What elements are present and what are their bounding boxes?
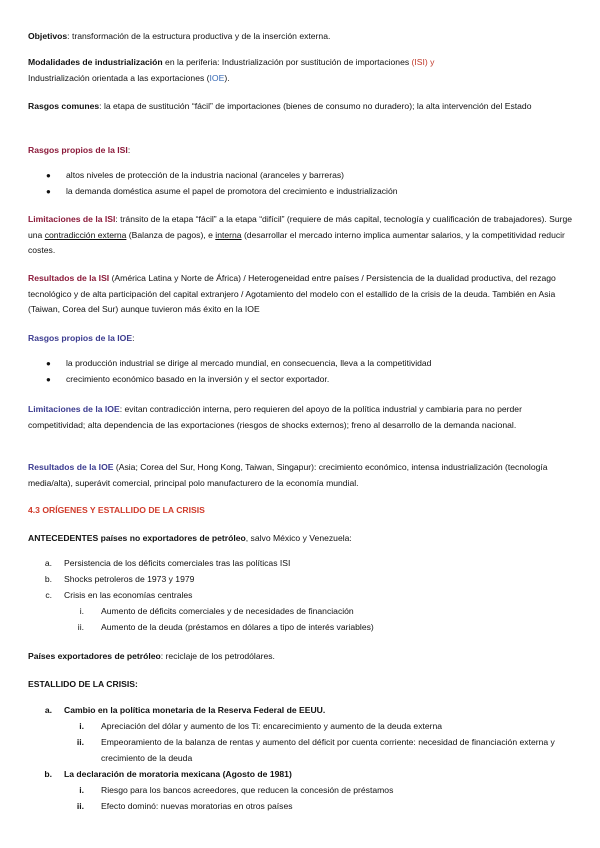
list-item-text: la producción industrial se dirige al mercado mundial, en consecuencia, lleva a la competitividad: [66, 358, 432, 368]
ioe-abbrev: IOE: [209, 72, 225, 83]
limitaciones-ioe-paragraph: [28, 402, 576, 433]
exportadores-paragraph: [28, 649, 576, 665]
bullet-icon: ●: [46, 187, 51, 196]
modalidades-label: Modalidades de industrialización: [28, 57, 163, 67]
limitaciones-ioe-title: Limitaciones de la IOE: [28, 404, 120, 414]
resultados-isi-title: Resultados de la ISI: [28, 273, 110, 283]
list-item-text: Riesgo para los bancos acreedores, que reducen la concesión de préstamos: [101, 785, 394, 795]
list-marker: i.: [79, 785, 84, 795]
list-item-text: Persistencia de los déficits comerciales tras las políticas ISI: [64, 558, 291, 568]
modalidades-text-3: ).: [224, 72, 230, 83]
bullet-icon: ●: [46, 375, 51, 384]
isi-abbrev: (ISI) y: [411, 57, 435, 67]
resultados-ioe-paragraph: [28, 460, 576, 491]
limitaciones-isi-text-3: (desarrollar el mercado interno implica aumentar salarios, y la competitividad reducir costes.: [28, 229, 565, 255]
resultados-isi-text: (América Latina y Norte de África) / Heterogeneidad entre países / Persistencia de la dualidad productiva, del rezago tecnológico y de alta participación del capital extranjero / Agotamiento del modelo con el estallido de la crisis de la deuda. También en Asia (Taiwan, Corea del Sur) aunque tuvieron más éxito en la IOE: [28, 273, 556, 314]
limitaciones-isi-paragraph: [28, 212, 576, 259]
rasgos-comunes-text: : la etapa de sustitución “fácil” de importaciones (bienes de consumo no duradero); la alta intervención del Estado: [99, 101, 532, 111]
list-marker: ii.: [77, 622, 84, 632]
list-item-text: altos niveles de protección de la industria nacional (aranceles y barreras): [66, 170, 345, 180]
bullet-icon: ●: [46, 171, 51, 180]
antecedentes-label: ANTECEDENTES países no exportadores de petróleo: [28, 533, 246, 543]
rasgos-comunes-label: Rasgos comunes: [28, 101, 100, 111]
limitaciones-isi-text: : tránsito de la etapa “fácil” a la etapa “difícil” (requiere de más capital, tecnología y cualificación de trabajadores). Surge una: [28, 214, 573, 240]
exportadores-text: : reciclaje de los petrodólares.: [160, 651, 275, 661]
resultados-ioe-text: (Asia; Corea del Sur, Hong Kong, Taiwan, Singapur): crecimiento económico, intensa industrialización (tecnología media/alta), superávit comercial, principal polo manufacturero de la economía mundial.: [28, 462, 548, 488]
list-item-text: Empeoramiento de la balanza de rentas y aumento del déficit por cuenta corriente: necesidad de financiación externa y crecimiento de la deuda: [101, 737, 555, 763]
exportadores-label: Países exportadores de petróleo: [28, 651, 161, 661]
list-marker: ii.: [76, 801, 84, 811]
list-item-text: Shocks petroleros de 1973 y 1979: [64, 574, 195, 584]
rasgos-isi-title: Rasgos propios de la ISI: [28, 145, 128, 155]
list-item-text: La declaración de moratoria mexicana (Agosto de 1981): [64, 769, 292, 779]
list-marker: b.: [44, 769, 52, 779]
bullet-icon: ●: [46, 359, 51, 368]
resultados-ioe-title: Resultados de la IOE: [28, 462, 114, 472]
limitaciones-ioe-text: : evitan contradicción interna, pero requieren del apoyo de la política industrial y cambiaria para no perder competitividad; alta dependencia de las exportaciones (riesgos de shocks externos); freno al desarrollo de la demanda nacional.: [28, 404, 522, 430]
limitaciones-isi-text-2: (Balanza de pagos), e: [126, 229, 216, 240]
rasgos-comunes-paragraph: [28, 99, 576, 115]
list-item-text: la demanda doméstica asume el papel de promotora del crecimiento e industrialización: [66, 186, 398, 196]
list-item-text: Efecto dominó: nuevas moratorias en otros países: [101, 801, 293, 811]
rasgos-isi-heading: [28, 143, 576, 159]
limitaciones-isi-title: Limitaciones de la ISI: [28, 214, 116, 224]
list-item-text: crecimiento económico basado en la inversión y el sector exportador.: [66, 374, 330, 384]
modalidades-paragraph: [28, 55, 576, 86]
list-item-text: Cambio en la política monetaria de la Reserva Federal de EEUU.: [64, 705, 326, 715]
list-marker: c.: [45, 590, 52, 600]
list-item-text: Crisis en las economías centrales: [64, 590, 193, 600]
list-item-text: Aumento de la deuda (préstamos en dólares a tipo de interés variables): [101, 622, 374, 632]
objetivos-text: : transformación de la estructura productiva y de la inserción externa.: [67, 31, 331, 41]
contradiccion-externa: contradicción externa: [44, 229, 127, 240]
list-marker: i.: [79, 606, 84, 616]
section-title: 4.3 ORÍGENES Y ESTALLIDO DE LA CRISIS: [28, 505, 205, 515]
modalidades-text: en la periferia: Industrialización por sustitución de importaciones: [162, 57, 412, 67]
antecedentes-paragraph: [28, 531, 576, 547]
modalidades-text-2: Industrialización orientada a las exportaciones (: [28, 72, 210, 83]
interna-term: interna: [215, 229, 242, 240]
list-marker: a.: [44, 705, 52, 715]
estallido-heading: ESTALLIDO DE LA CRISIS:: [28, 679, 138, 689]
resultados-isi-paragraph: [28, 271, 576, 318]
list-item-text: Aumento de déficits comerciales y de necesidades de financiación: [101, 606, 354, 616]
rasgos-isi-colon: :: [127, 145, 131, 155]
rasgos-ioe-heading: [28, 331, 576, 347]
list-marker: b.: [44, 574, 52, 584]
rasgos-ioe-title: Rasgos propios de la IOE: [28, 333, 133, 343]
objetivos-paragraph: [28, 29, 576, 45]
rasgos-ioe-colon: :: [132, 333, 135, 343]
list-item-text: Apreciación del dólar y aumento de los Ti: encarecimiento y aumento de la deuda externa: [101, 721, 443, 731]
objetivos-label: Objetivos: [28, 31, 68, 41]
antecedentes-text: , salvo México y Venezuela:: [245, 533, 352, 543]
list-marker: ii.: [76, 737, 84, 747]
list-marker: a.: [44, 558, 52, 568]
list-marker: i.: [79, 721, 84, 731]
